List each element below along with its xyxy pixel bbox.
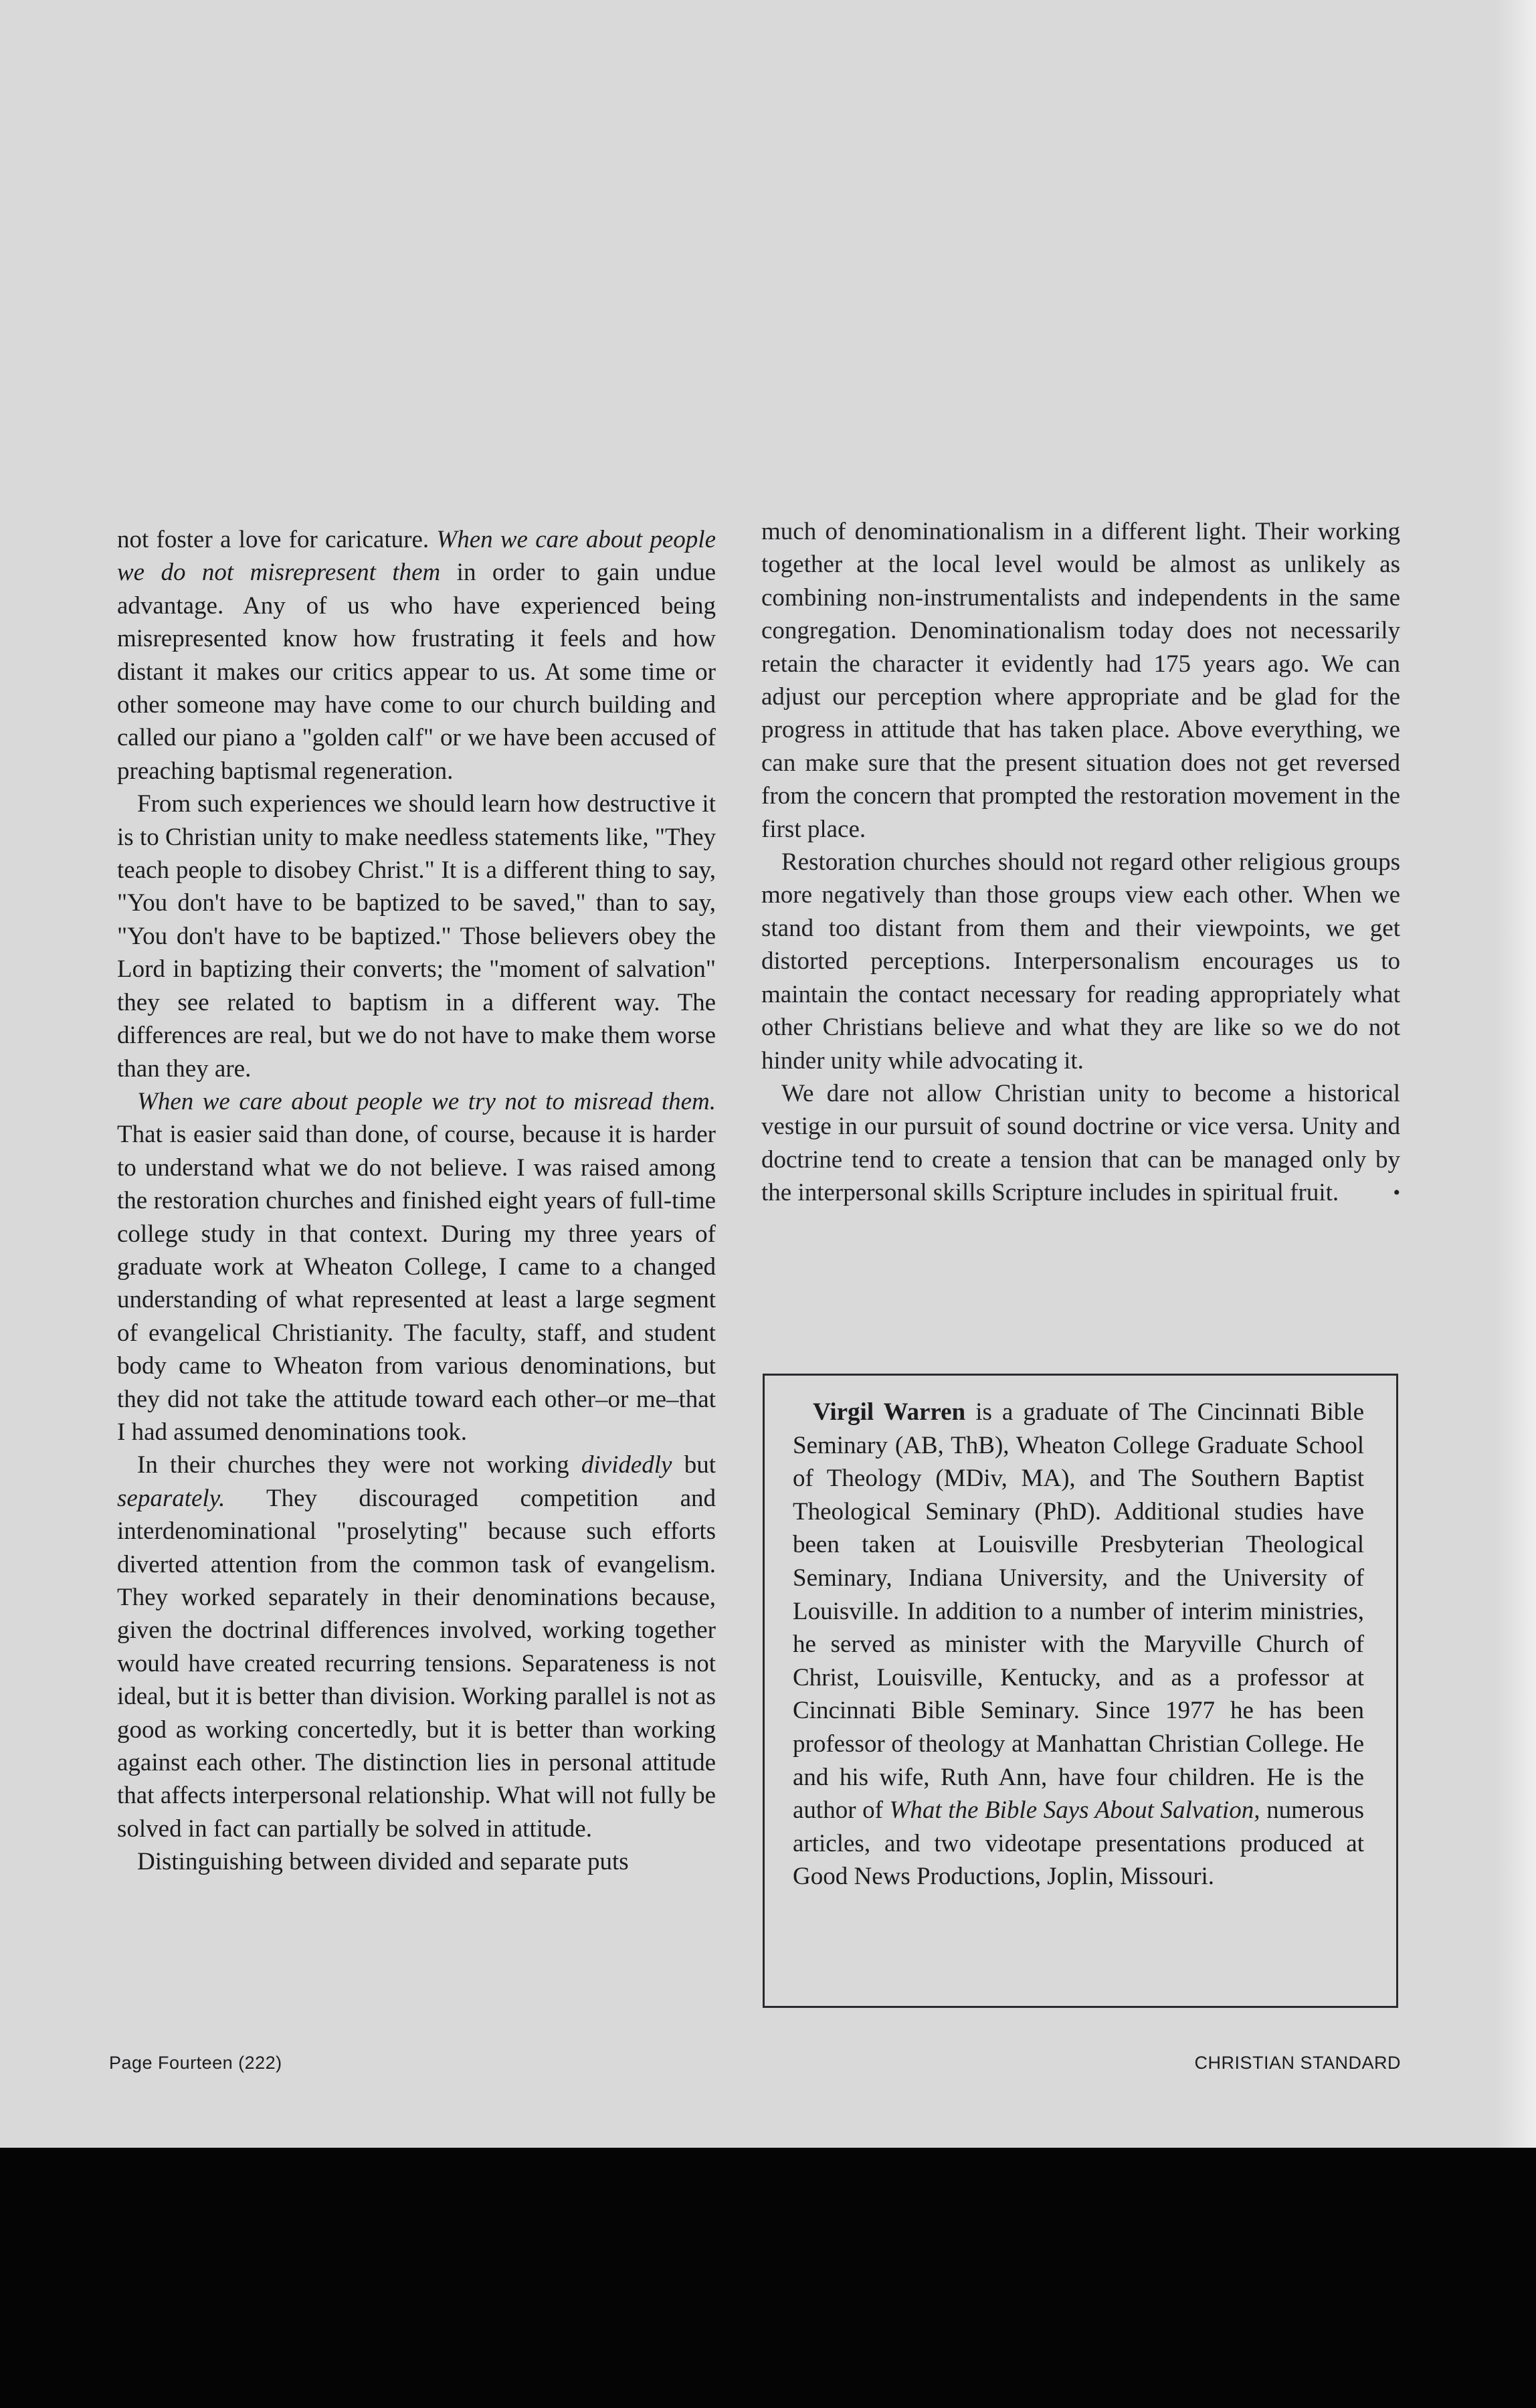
text-run: That is easier said than done, of course, because it is harder to understand what we do not believe. I was raised among the restoration churches and finished eight years of full-time college study in that context. During my three years of graduate work at Wheaton College, I came to a changed understanding of what represented at least a large segment of evangelical Christianity. The faculty, staff, and student body came to Wheaton from various denominations, but they did not take the attitude toward each other–or me–that I had assumed denominations took. — [117, 1121, 716, 1446]
paragraph: Restoration churches should not regard other religious groups more negatively than those groups view each other. When we stand too distant from them and their viewpoints, we get distorted perceptions. Interpersonalism encourages us to maintain the contact necessary for reading appropriately what other Christians believe and what they are like so we do not hinder unity while advocating it. — [761, 848, 1400, 1075]
text-run: in order to gain undue advantage. Any of us who have experienced being misrepresented know how frustrating it feels and how distant it makes our critics appear to us. At some time or other someone may have come to our church building and called our piano a "golden calf" or we have been accused of preaching baptismal regeneration. — [117, 559, 716, 785]
page-edge — [1496, 0, 1536, 2148]
text-run: numerous articles, and two videotape presentations produced at Good News Productions, Joplin, Missouri. — [793, 1796, 1364, 1891]
emphasis-text: When we care about people we try not to misread them. — [137, 1087, 716, 1115]
emphasis-text: dividedly — [581, 1451, 672, 1479]
text-run: We dare not allow Christian unity to become a historical vestige in our pursuit of sound doctrine or vice versa. Unity and doctrine tend to create a tension that can be managed only by the interpersonal skills Scripture includes in spiritual fruit. — [761, 1079, 1400, 1207]
right-column — [761, 515, 1400, 1210]
author-name: Virgil Warren — [813, 1398, 966, 1426]
book-title: What the Bible Says About Salvation, — [889, 1796, 1260, 1825]
paragraph — [117, 1449, 716, 1845]
end-mark: • — [1393, 1182, 1400, 1204]
paragraph: Distinguishing between divided and separate puts — [137, 1848, 629, 1876]
text-run: In their churches they were not working — [137, 1451, 581, 1479]
text-run: not foster a love for caricature. — [117, 526, 437, 553]
text-run: They discouraged competition and interdenominational "proselyting" because such efforts diverted attention from the common task of evangelism. They worked separately in their denominations because, given the doctrinal differences involved, working together would have created recurring tensions. Separateness is not ideal, but it is better than division. Working parallel is not as good as working concertedly, but it is better than working against each other. The distinction lies in personal attitude that affects interpersonal relationship. What will not fully be solved in fact can partially be solved in attitude. — [117, 1484, 716, 1843]
paragraph: From such experiences we should learn how destructive it is to Christian unity to make needless statements like, "They teach people to disobey Christ." It is a different thing to say, "You don't have to be baptized to be saved," than to say, "You don't have to be baptized." Those believers obey the Lord in baptizing their converts; the "moment of salvation" they see related to baptism in a different way. The differences are real, but we do not have to make them worse than they are. — [117, 790, 716, 1083]
author-bio — [793, 1396, 1364, 1893]
paragraph — [761, 1077, 1400, 1210]
author-bio-box — [763, 1374, 1398, 2008]
text-run: is a graduate of The Cincinnati Bible Seminary (AB, ThB), Wheaton College Graduate School of Theology (MDiv, MA), and The Southern Baptist Theological Seminary (PhD). Additional studies have been taken at Louisville Presbyterian Theological Seminary, Indiana University, and the University of Louisville. In addition to a number of interim ministries, he served as minister with the Maryville Church of Christ, Louisville, Kentucky, and as a professor at Cincinnati Bible Seminary. Since 1977 he has been professor of theology at Manhattan Christian College. He and his wife, Ruth Ann, have four children. He is the author of — [793, 1398, 1364, 1825]
publication-name: CHRISTIAN STANDARD — [1194, 2053, 1401, 2073]
paragraph: much of denominationalism in a different light. Their working together at the local level would be almost as unlikely as combining non-instrumentalists and independents in the same congregation. Denominationalism today does not necessarily retain the character it evidently had 175 years ago. We can adjust our perception where appropriate and be glad for the progress in attitude that has taken place. Above everything, we can make sure that the present situation does not get reversed from the concern that prompted the restoration movement in the first place. — [761, 518, 1400, 843]
emphasis-text: separately. — [117, 1484, 225, 1512]
paragraph — [117, 1085, 716, 1449]
emphasis-text: When we care about people we do not misrepresent them — [117, 526, 716, 587]
paragraph — [117, 523, 716, 788]
page-number: Page Fourteen (222) — [109, 2053, 282, 2073]
text-run: but — [672, 1451, 716, 1479]
left-column — [117, 523, 716, 1879]
